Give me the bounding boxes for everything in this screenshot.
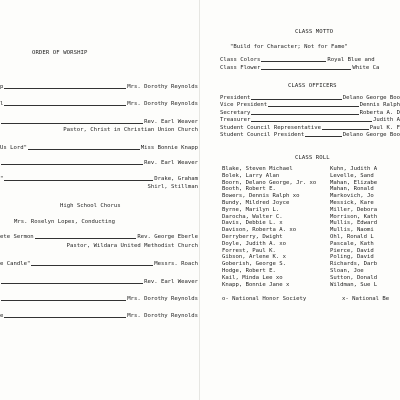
class-roll-name: Bundy, Mildred Joyce [222, 199, 290, 206]
right-page [200, 0, 400, 400]
officer-title: Student Council Representative [220, 125, 322, 131]
officer-name: Delano George Boo [342, 95, 400, 101]
class-roll-name: Bolek, Larry Alan [222, 172, 280, 179]
program-item [0, 101, 198, 107]
program-item [0, 160, 198, 166]
officer-row [220, 132, 400, 138]
program-item-label: e Candle" [0, 261, 31, 267]
class-roll-name: Kuhn, Judith A [330, 166, 378, 172]
officer-title: Vice President [220, 102, 268, 108]
class-roll-title: CLASS ROLL [295, 155, 330, 161]
leader-line [322, 128, 369, 130]
leader-line [4, 104, 126, 106]
class-roll-name: Ohl, Ronald L [330, 233, 374, 240]
class-roll-name: Mullis, Naomi [330, 227, 374, 234]
officer-name: Delano George Boo [342, 132, 400, 138]
program-item-detail: Pastor, Christ in Christian Union Church [63, 127, 198, 133]
class-roll-name: Boorn, Delano George, Jr. xo [222, 179, 317, 186]
leader-line [251, 113, 358, 115]
leader-line [1, 163, 143, 165]
program-item-label: ete Sermon [0, 234, 34, 240]
class-roll-name: Sloan, Joe [330, 267, 364, 274]
class-roll-name: Mullis, Edward [330, 220, 378, 227]
class-roll-name: Wildman, Sue L [330, 281, 378, 288]
program-item-performer: Rev. Earl Weaver [144, 160, 198, 166]
program-item [0, 313, 198, 319]
leader-line [251, 98, 341, 100]
class-flower-row [220, 65, 379, 71]
class-roll-name: Pascale, Kath [330, 240, 374, 247]
class-roll-name: Kail, Minda Lee xo [222, 274, 283, 281]
leader-line [261, 68, 351, 70]
leader-line [35, 237, 137, 239]
class-roll-name: Bowers, Dennis Ralph xo [222, 193, 300, 200]
class-colors-label: Class Colors [220, 57, 261, 63]
officer-title: Student Council President [220, 132, 305, 138]
class-roll-name: Knapp, Bonnie Jane x [222, 281, 290, 288]
leader-line [268, 105, 358, 107]
class-motto-title: CLASS MOTTO [295, 29, 334, 35]
class-roll-column-2 [330, 166, 377, 288]
officer-name: Paul K. F [369, 125, 400, 131]
class-roll-name: Mahan, Ronald [330, 186, 374, 193]
class-roll-name: Hodge, Robert E. [222, 267, 276, 274]
program-item [0, 84, 198, 90]
leader-line [251, 120, 372, 122]
class-roll-name: Messick, Kare [330, 199, 374, 206]
officer-name: Dennis Ralph [359, 102, 400, 108]
class-roll-name: Gibson, Arlene K. x [222, 254, 286, 261]
officer-title: Secretary [220, 110, 251, 116]
leader-line [1, 282, 143, 284]
class-roll-column-1 [222, 166, 316, 288]
program-item [0, 296, 198, 302]
program-item-detail: Pastor, Wildara United Methodist Church [66, 243, 198, 249]
class-roll-name: Blake, Steven Michael [222, 166, 293, 172]
footnote-honor-society: o- National Honor Society [222, 296, 307, 302]
program-item-performer: Rev. George Eberle [137, 234, 198, 240]
leader-line [28, 148, 140, 150]
program-item-performer: Drake, Graham [154, 176, 198, 182]
leader-line [261, 60, 326, 62]
program-item-detail: Shirl, Stillman [147, 184, 198, 190]
leader-line [4, 316, 126, 318]
class-roll-name: Davis, Debbie L. x [222, 220, 283, 227]
class-roll-name: Miller, Debora [330, 206, 378, 213]
order-of-worship-title: ORDER OF WORSHIP [32, 50, 88, 56]
officer-row [220, 102, 400, 108]
program-item [0, 261, 198, 267]
class-roll-name: Richards, Darb [330, 261, 378, 268]
class-roll-name: Pierce, David [330, 247, 374, 254]
class-roll-name: Derryberry, Dwight [222, 233, 283, 240]
leader-line [4, 87, 126, 89]
leader-line [31, 264, 153, 266]
class-flower-label: Class Flower [220, 65, 261, 71]
leader-line [1, 299, 126, 301]
program-center-line: Mrs. Roselyn Lopes, Conducting [14, 219, 116, 225]
leader-line [4, 179, 153, 181]
officer-title: Treasurer [220, 117, 251, 123]
program-item-label: Us Lord" [0, 145, 27, 151]
leader-line [1, 122, 143, 124]
program-item-label: e [0, 313, 4, 319]
officer-row [220, 125, 400, 131]
class-roll-name: Goberish, George S. [222, 261, 286, 268]
footnote-beta: x- National Be [342, 296, 390, 302]
class-motto-text: "Build for Character; Not for Fame" [230, 44, 348, 50]
class-roll-name: Markovich, Jo [330, 193, 374, 200]
class-roll-name: Byrne, Marilyn L. [222, 206, 280, 213]
class-roll-name: Mahan, Elizabe [330, 179, 378, 186]
leader-line [305, 135, 342, 137]
program-item-performer: Messrs. Roach [154, 261, 198, 267]
program-item [0, 119, 198, 125]
officer-title: President [220, 95, 251, 101]
officer-name: Roberta A. D [359, 110, 400, 116]
program-item-performer: Mrs. Dorothy Reynolds [127, 313, 198, 319]
officer-row [220, 110, 400, 116]
class-roll-name: Davison, Roberta A. xo [222, 227, 297, 234]
program-item [0, 279, 198, 285]
officer-row [220, 95, 400, 101]
program-item-performer: Mrs. Dorothy Reynolds [127, 84, 198, 90]
class-roll-name: Forrest, Paul K. [222, 247, 276, 254]
program-item-performer: Rev. Earl Weaver [144, 279, 198, 285]
class-roll-name: Doyle, Judith A. xo [222, 240, 286, 247]
program-item-label: " [0, 176, 4, 182]
program-item [0, 176, 198, 182]
program-item-performer: Rev. Earl Weaver [144, 119, 198, 125]
class-roll-name: Levelle, Sand [330, 172, 374, 179]
class-roll-name: Morrison, Kath [330, 213, 378, 220]
program-item-label: l [0, 101, 4, 107]
class-flower-value: White Ca [352, 65, 380, 71]
class-roll-name: Darocha, Walter C. [222, 213, 283, 220]
program-item-label: p [0, 84, 4, 90]
program-item-performer: Mrs. Dorothy Reynolds [127, 101, 198, 107]
officer-row [220, 117, 400, 123]
program-center-line: High School Chorus [60, 203, 121, 209]
class-colors-value: Royal Blue and [327, 57, 375, 63]
class-roll-name: Poling, David [330, 254, 374, 261]
program-item-performer: Mrs. Dorothy Reynolds [127, 296, 198, 302]
program-item [0, 234, 198, 240]
officer-name: Judith A [373, 117, 400, 123]
program-item-performer: Miss Bonnie Knapp [140, 145, 198, 151]
class-colors-row [220, 57, 375, 63]
class-officers-title: CLASS OFFICERS [288, 83, 337, 89]
class-roll-name: Sutton, Donald [330, 274, 378, 281]
program-item [0, 145, 198, 151]
class-roll-name: Booth, Robert E. [222, 186, 276, 193]
